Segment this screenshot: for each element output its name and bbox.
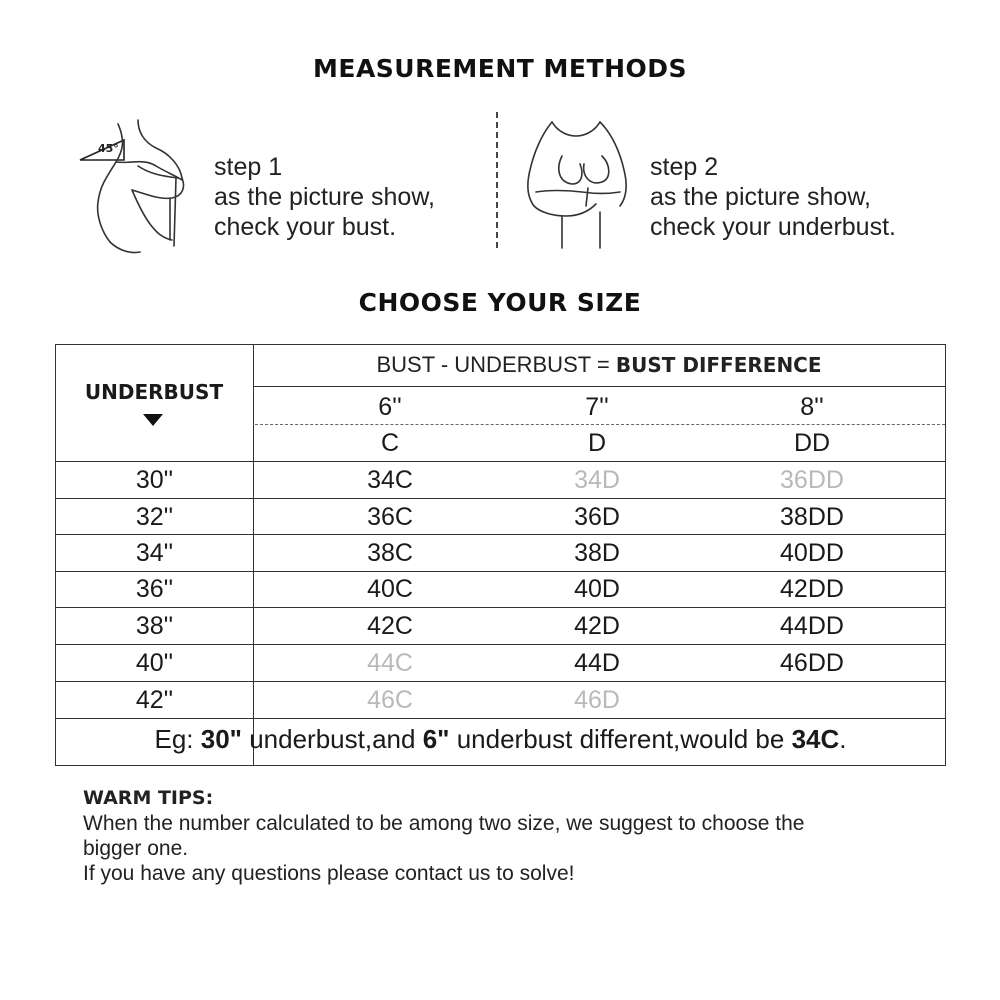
warm-tips-title: WARM TIPS: (83, 787, 214, 809)
step-1-line-1: as the picture show, (214, 183, 435, 211)
formula-result: BUST DIFFERENCE (615, 353, 822, 377)
bust-measurement-illustration (78, 118, 198, 258)
size-cell: 36DD (780, 465, 844, 494)
example-bold: 30" (200, 724, 242, 754)
table-border-right (945, 344, 946, 766)
size-cell: 46C (367, 685, 413, 714)
choose-size-heading: CHOOSE YOUR SIZE (358, 288, 642, 317)
size-cell: 46DD (780, 648, 844, 677)
underbust-cell: 42'' (135, 685, 174, 714)
difference-8: 8'' (800, 392, 824, 421)
column-divider (253, 344, 254, 765)
example-part: Eg: (154, 724, 201, 754)
step-1-text (214, 152, 435, 242)
size-cell: 34D (574, 465, 620, 494)
down-arrow-icon (143, 414, 163, 426)
table-border-top (55, 344, 946, 345)
cup-c: C (380, 428, 400, 457)
size-cell: 38C (367, 538, 413, 567)
example-bold: 6" (422, 724, 450, 754)
warm-tips-line-2: bigger one. (83, 837, 189, 860)
size-cell: 42D (574, 611, 620, 640)
step-2-line-2: check your underbust. (650, 213, 896, 241)
underbust-cell: 40'' (135, 648, 174, 677)
warm-tips-line-3: If you have any questions please contact us to solve! (83, 862, 575, 885)
size-cell: 40DD (780, 538, 844, 567)
size-cell: 42C (367, 611, 413, 640)
size-cell: 38D (574, 538, 620, 567)
size-cell: 44D (574, 648, 620, 677)
underbust-cell: 34'' (135, 538, 174, 567)
warm-tips-line-1: When the number calculated to be among two size, we suggest to choose the (83, 812, 805, 835)
step-1-line-2: check your bust. (214, 213, 397, 241)
table-border-bottom (55, 765, 946, 766)
size-cell: 34C (367, 465, 413, 494)
measurement-methods-heading: MEASUREMENT METHODS (312, 54, 687, 83)
underbust-cell: 36'' (135, 575, 174, 603)
size-cell: 46D (574, 685, 620, 714)
size-cell (712, 682, 912, 718)
step-2-line-1: as the picture show, (650, 183, 871, 211)
difference-7: 7'' (585, 392, 609, 421)
underbust-cell: 38'' (135, 611, 174, 640)
formula-divider (253, 386, 945, 387)
underbust-measurement-illustration (522, 112, 642, 252)
angle-badge: 45° (98, 142, 119, 155)
size-cell: 44DD (780, 611, 844, 640)
example-text (56, 724, 945, 755)
example-part: underbust,and (241, 724, 423, 754)
step-2-text (650, 152, 896, 242)
cup-d: D (587, 428, 607, 457)
underbust-cell: 30'' (135, 465, 174, 494)
step-2-label: step 2 (650, 153, 719, 181)
size-cell: 44C (367, 648, 413, 677)
example-bold: 34C (791, 724, 840, 754)
difference-6: 6'' (378, 392, 402, 421)
size-cell: 40C (367, 575, 413, 603)
example-part: underbust different,would be (449, 724, 792, 754)
step-divider (496, 112, 498, 248)
size-cell: 40D (574, 575, 620, 603)
size-cell: 36D (574, 502, 620, 531)
underbust-header: UNDERBUST (84, 380, 224, 404)
size-cell: 38DD (780, 502, 844, 531)
cup-dd: DD (793, 428, 831, 457)
size-cell: 36C (367, 502, 413, 531)
size-cell: 42DD (780, 575, 844, 603)
example-part: . (839, 724, 847, 754)
step-1-label: step 1 (214, 153, 283, 181)
underbust-cell: 32'' (135, 502, 174, 531)
formula-text: BUST - UNDERBUST = (376, 352, 616, 377)
bust-difference-formula (254, 352, 944, 378)
warm-tips (83, 786, 943, 886)
row-line (55, 718, 946, 719)
